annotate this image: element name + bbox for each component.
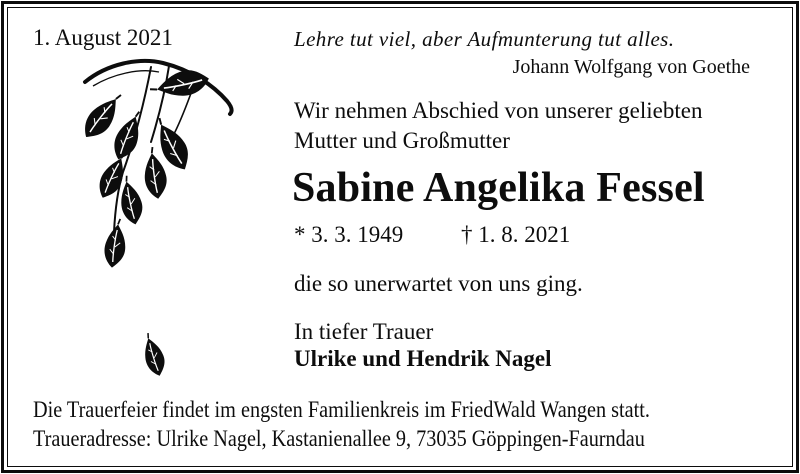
- mourners-names: Ulrike und Hendrik Nagel: [294, 346, 552, 371]
- life-dates: [294, 222, 570, 248]
- quote-attribution: Johann Wolfgang von Goethe: [512, 56, 750, 78]
- intro-text: [294, 96, 702, 156]
- farewell-text: die so unerwartet von uns ging.: [294, 271, 583, 296]
- branch-icon: [55, 54, 245, 279]
- deceased-name: Sabine Angelika Fessel: [292, 165, 705, 211]
- intro-line-1: Wir nehmen Abschied von unserer geliebten: [294, 98, 703, 123]
- mourning-label: In tiefer Trauer: [294, 319, 434, 344]
- mourning-address: Traueradresse: Ulrike Nagel, Kastanienallee 9, 73035 Göppingen-Faurndau: [33, 426, 645, 451]
- quote-text: Lehre tut viel, aber Aufmunterung tut alles.: [294, 27, 675, 51]
- funeral-info-block: [33, 395, 734, 453]
- notice-date: 1. August 2021: [33, 25, 173, 50]
- death-date: † 1. 8. 2021: [461, 222, 571, 247]
- falling-leaf-icon: [131, 320, 179, 388]
- birth-date: * 3. 3. 1949: [294, 222, 404, 247]
- funeral-info: Die Trauerfeier findet im engsten Familienkreis im FriedWald Wangen statt.: [33, 397, 650, 422]
- intro-line-2: Mutter und Großmutter: [294, 128, 510, 153]
- quote-block: [294, 27, 750, 79]
